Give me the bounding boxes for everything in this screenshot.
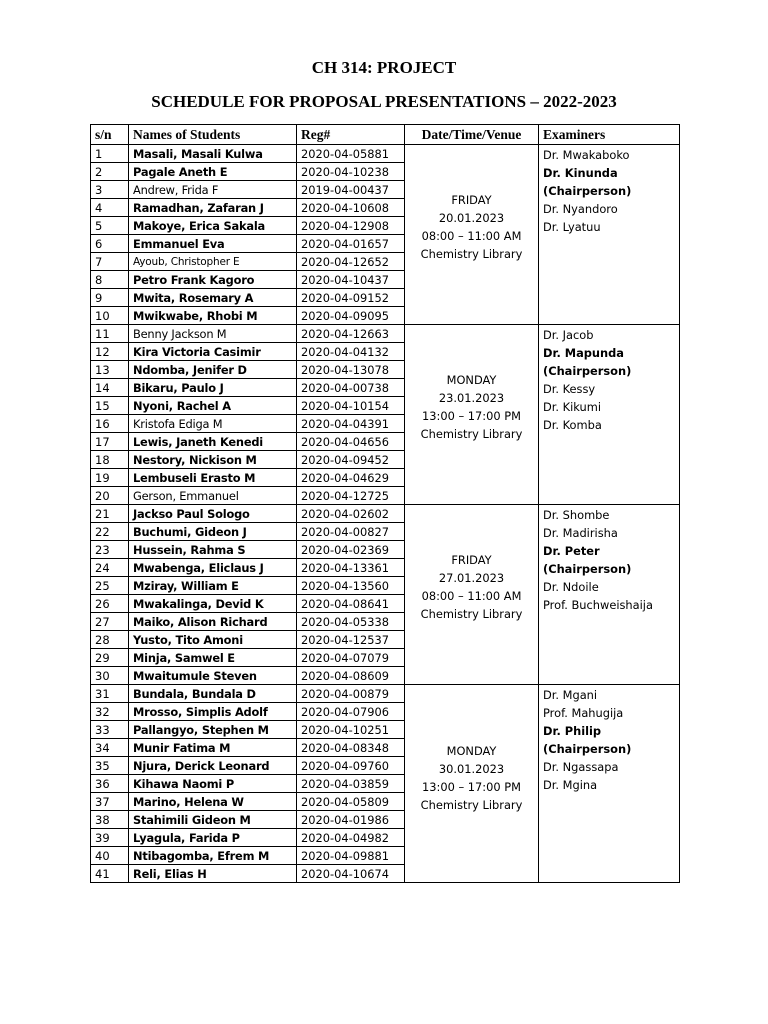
registration-number: 2020-04-09452 — [297, 451, 405, 469]
serial-number: 9 — [91, 289, 129, 307]
registration-number: 2020-04-09881 — [297, 847, 405, 865]
student-name: Yusto, Tito Amoni — [129, 631, 297, 649]
session-day: MONDAY — [446, 743, 497, 758]
serial-number: 28 — [91, 631, 129, 649]
serial-number: 31 — [91, 685, 129, 703]
student-name: Reli, Elias H — [129, 865, 297, 883]
serial-number: 32 — [91, 703, 129, 721]
registration-number: 2020-04-07079 — [297, 649, 405, 667]
student-name: Emmanuel Eva — [129, 235, 297, 253]
serial-number: 35 — [91, 757, 129, 775]
registration-number: 2020-04-08609 — [297, 667, 405, 685]
examiner-name: Dr. Shombe — [543, 508, 610, 522]
student-name: Maiko, Alison Richard — [129, 613, 297, 631]
student-name: Lewis, Janeth Kenedi — [129, 433, 297, 451]
session-date: 23.01.2023 — [438, 390, 505, 405]
examiner-name: Dr. Ngassapa — [543, 760, 619, 774]
serial-number: 41 — [91, 865, 129, 883]
registration-number: 2020-04-04656 — [297, 433, 405, 451]
serial-number: 16 — [91, 415, 129, 433]
student-name: Lembuseli Erasto M — [129, 469, 297, 487]
serial-number: 27 — [91, 613, 129, 631]
student-name: Mwikwabe, Rhobi M — [129, 307, 297, 325]
registration-number: 2020-04-07906 — [297, 703, 405, 721]
registration-number: 2020-04-00738 — [297, 379, 405, 397]
student-name: Ramadhan, Zafaran J — [129, 199, 297, 217]
registration-number: 2020-04-00827 — [297, 523, 405, 541]
serial-number: 12 — [91, 343, 129, 361]
serial-number: 20 — [91, 487, 129, 505]
examiner-name: Dr. Kinunda — [543, 166, 618, 180]
student-name: Kihawa Naomi P — [129, 775, 297, 793]
examiner-name: Dr. Nyandoro — [543, 202, 618, 216]
session-time: 08:00 – 11:00 AM — [421, 228, 522, 243]
student-name: Mwita, Rosemary A — [129, 289, 297, 307]
header-date: Date/Time/Venue — [405, 125, 539, 145]
registration-number: 2020-04-10608 — [297, 199, 405, 217]
session-details — [405, 505, 539, 685]
table-row — [91, 325, 680, 343]
serial-number: 10 — [91, 307, 129, 325]
student-name: Nestory, Nickison M — [129, 451, 297, 469]
header-examiners: Examiners — [539, 125, 680, 145]
serial-number: 21 — [91, 505, 129, 523]
examiner-name: Prof. Buchweishaija — [543, 598, 653, 612]
session-venue: Chemistry Library — [420, 426, 523, 441]
student-name: Hussein, Rahma S — [129, 541, 297, 559]
serial-number: 33 — [91, 721, 129, 739]
student-name: Bundala, Bundala D — [129, 685, 297, 703]
session-date: 27.01.2023 — [438, 570, 505, 585]
examiners-list — [539, 685, 680, 883]
registration-number: 2020-04-05809 — [297, 793, 405, 811]
student-name: Gerson, Emmanuel — [129, 487, 297, 505]
table-row — [91, 145, 680, 163]
registration-number: 2020-04-10674 — [297, 865, 405, 883]
registration-number: 2020-04-00879 — [297, 685, 405, 703]
student-name: Mziray, William E — [129, 577, 297, 595]
examiner-name: Dr. Jacob — [543, 328, 594, 342]
examiners-list — [539, 325, 680, 505]
header-sn: s/n — [91, 125, 129, 145]
examiner-name: Dr. Madirisha — [543, 526, 618, 540]
session-time: 13:00 – 17:00 PM — [422, 779, 521, 794]
registration-number: 2020-04-04391 — [297, 415, 405, 433]
table-header-row — [91, 125, 680, 145]
student-name: Andrew, Frida F — [129, 181, 297, 199]
registration-number: 2020-04-10437 — [297, 271, 405, 289]
registration-number: 2020-04-13560 — [297, 577, 405, 595]
registration-number: 2020-04-12652 — [297, 253, 405, 271]
registration-number: 2020-04-05881 — [297, 145, 405, 163]
serial-number: 15 — [91, 397, 129, 415]
serial-number: 29 — [91, 649, 129, 667]
session-venue: Chemistry Library — [420, 797, 523, 812]
examiner-name: Dr. Mgina — [543, 778, 598, 792]
student-name: Mrosso, Simplis Adolf — [129, 703, 297, 721]
examiner-name: Dr. Lyatuu — [543, 220, 601, 234]
examiner-name: Dr. Peter — [543, 544, 600, 558]
serial-number: 26 — [91, 595, 129, 613]
serial-number: 5 — [91, 217, 129, 235]
examiner-name: Dr. Mapunda — [543, 346, 624, 360]
serial-number: 25 — [91, 577, 129, 595]
registration-number: 2020-04-04982 — [297, 829, 405, 847]
examiner-name: Dr. Ndoile — [543, 580, 599, 594]
session-details — [405, 325, 539, 505]
document-title: CH 314: PROJECT — [311, 58, 457, 77]
serial-number: 18 — [91, 451, 129, 469]
serial-number: 23 — [91, 541, 129, 559]
serial-number: 36 — [91, 775, 129, 793]
registration-number: 2020-04-13361 — [297, 559, 405, 577]
session-day: FRIDAY — [451, 192, 492, 207]
serial-number: 13 — [91, 361, 129, 379]
registration-number: 2020-04-01657 — [297, 235, 405, 253]
registration-number: 2020-04-01986 — [297, 811, 405, 829]
registration-number: 2020-04-04132 — [297, 343, 405, 361]
student-name: Mwaitumule Steven — [129, 667, 297, 685]
registration-number: 2020-04-12725 — [297, 487, 405, 505]
serial-number: 34 — [91, 739, 129, 757]
examiner-name: (Chairperson) — [543, 184, 632, 198]
session-time: 13:00 – 17:00 PM — [422, 408, 521, 423]
student-name: Munir Fatima M — [129, 739, 297, 757]
schedule-table — [90, 124, 680, 883]
serial-number: 8 — [91, 271, 129, 289]
examiner-name: (Chairperson) — [543, 364, 632, 378]
student-name: Masali, Masali Kulwa — [129, 145, 297, 163]
examiner-name: Dr. Kessy — [543, 382, 596, 396]
serial-number: 24 — [91, 559, 129, 577]
student-name: Ndomba, Jenifer D — [129, 361, 297, 379]
schedule-body — [91, 145, 680, 883]
student-name: Benny Jackson M — [129, 325, 297, 343]
header-reg: Reg# — [297, 125, 405, 145]
serial-number: 7 — [91, 253, 129, 271]
serial-number: 38 — [91, 811, 129, 829]
examiners-list — [539, 505, 680, 685]
student-name: Lyagula, Farida P — [129, 829, 297, 847]
serial-number: 6 — [91, 235, 129, 253]
registration-number: 2020-04-05338 — [297, 613, 405, 631]
student-name: Mwakalinga, Devid K — [129, 595, 297, 613]
student-name: Marino, Helena W — [129, 793, 297, 811]
table-row — [91, 685, 680, 703]
session-date: 20.01.2023 — [438, 210, 505, 225]
registration-number: 2020-04-12908 — [297, 217, 405, 235]
examiner-name: (Chairperson) — [543, 562, 632, 576]
session-details — [405, 685, 539, 883]
registration-number: 2020-04-09152 — [297, 289, 405, 307]
serial-number: 4 — [91, 199, 129, 217]
registration-number: 2020-04-08641 — [297, 595, 405, 613]
serial-number: 1 — [91, 145, 129, 163]
student-name: Buchumi, Gideon J — [129, 523, 297, 541]
registration-number: 2020-04-04629 — [297, 469, 405, 487]
session-venue: Chemistry Library — [420, 606, 523, 621]
registration-number: 2020-04-02602 — [297, 505, 405, 523]
examiner-name: Dr. Komba — [543, 418, 602, 432]
serial-number: 14 — [91, 379, 129, 397]
student-name: Pallangyo, Stephen M — [129, 721, 297, 739]
registration-number: 2020-04-02369 — [297, 541, 405, 559]
student-name: Nyoni, Rachel A — [129, 397, 297, 415]
student-name: Minja, Samwel E — [129, 649, 297, 667]
serial-number: 11 — [91, 325, 129, 343]
examiner-name: Dr. Mwakaboko — [543, 148, 630, 162]
header-names: Names of Students — [129, 125, 297, 145]
student-name: Makoye, Erica Sakala — [129, 217, 297, 235]
registration-number: 2020-04-10238 — [297, 163, 405, 181]
serial-number: 17 — [91, 433, 129, 451]
examiners-list — [539, 145, 680, 325]
examiner-name: Dr. Kikumi — [543, 400, 602, 414]
student-name: Njura, Derick Leonard — [129, 757, 297, 775]
student-name: Kira Victoria Casimir — [129, 343, 297, 361]
student-name: Ayoub, Christopher E — [129, 253, 297, 271]
student-name: Kristofa Ediga M — [129, 415, 297, 433]
registration-number: 2019-04-00437 — [297, 181, 405, 199]
student-name: Stahimili Gideon M — [129, 811, 297, 829]
serial-number: 30 — [91, 667, 129, 685]
student-name: Petro Frank Kagoro — [129, 271, 297, 289]
registration-number: 2020-04-12537 — [297, 631, 405, 649]
registration-number: 2020-04-10154 — [297, 397, 405, 415]
session-day: MONDAY — [446, 372, 497, 387]
examiner-name: Dr. Philip — [543, 724, 602, 738]
serial-number: 40 — [91, 847, 129, 865]
registration-number: 2020-04-10251 — [297, 721, 405, 739]
serial-number: 39 — [91, 829, 129, 847]
registration-number: 2020-04-13078 — [297, 361, 405, 379]
examiner-name: (Chairperson) — [543, 742, 632, 756]
serial-number: 3 — [91, 181, 129, 199]
serial-number: 2 — [91, 163, 129, 181]
session-details — [405, 145, 539, 325]
serial-number: 19 — [91, 469, 129, 487]
registration-number: 2020-04-03859 — [297, 775, 405, 793]
table-row — [91, 505, 680, 523]
serial-number: 37 — [91, 793, 129, 811]
session-venue: Chemistry Library — [420, 246, 523, 261]
examiner-name: Dr. Mgani — [543, 688, 598, 702]
examiner-name: Prof. Mahugija — [543, 706, 624, 720]
student-name: Pagale Aneth E — [129, 163, 297, 181]
serial-number: 22 — [91, 523, 129, 541]
document-subtitle: SCHEDULE FOR PROPOSAL PRESENTATIONS – 2022-2023 — [151, 92, 617, 111]
student-name: Bikaru, Paulo J — [129, 379, 297, 397]
student-name: Jackso Paul Sologo — [129, 505, 297, 523]
session-day: FRIDAY — [451, 552, 492, 567]
registration-number: 2020-04-09760 — [297, 757, 405, 775]
student-name: Ntibagomba, Efrem M — [129, 847, 297, 865]
session-date: 30.01.2023 — [438, 761, 505, 776]
registration-number: 2020-04-12663 — [297, 325, 405, 343]
student-name: Mwabenga, Eliclaus J — [129, 559, 297, 577]
session-time: 08:00 – 11:00 AM — [421, 588, 522, 603]
registration-number: 2020-04-09095 — [297, 307, 405, 325]
registration-number: 2020-04-08348 — [297, 739, 405, 757]
